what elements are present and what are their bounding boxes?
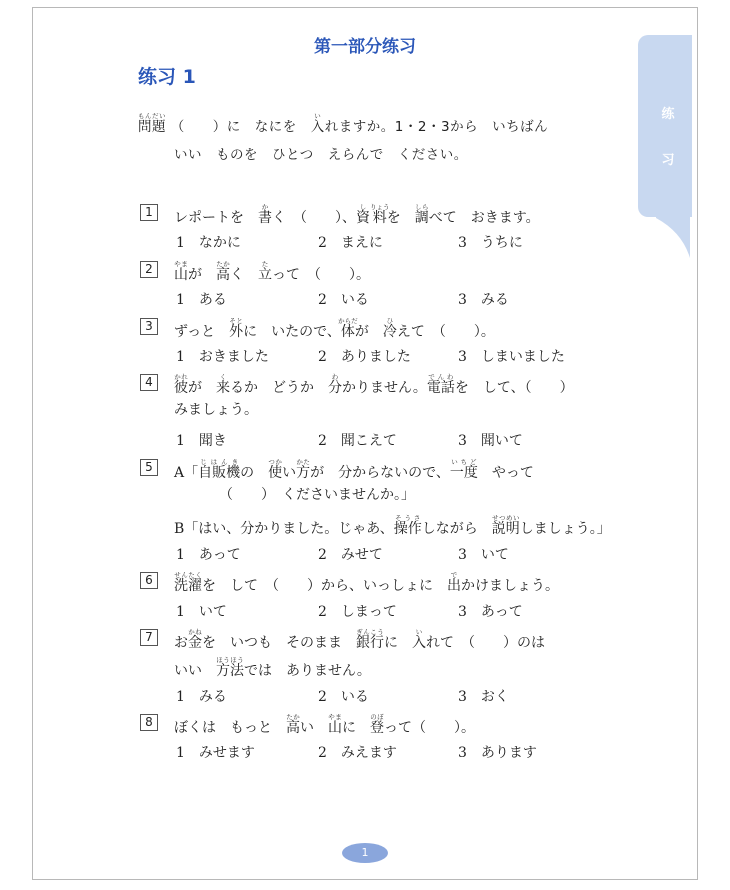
question-text: い: [282, 465, 297, 481]
answer-option[interactable]: 2 いる: [318, 689, 369, 705]
question-text: かけましょう。: [461, 578, 559, 594]
question-number-box: 1: [140, 204, 158, 221]
furigana-word: 山やま: [328, 713, 342, 736]
furigana-word: 登のぼ: [370, 713, 384, 736]
question-text-line: [174, 571, 559, 595]
answer-option[interactable]: 1 聞き: [176, 433, 227, 449]
question-text-line: [174, 514, 611, 538]
question-text: では ありません。: [244, 663, 371, 679]
question-text: の: [240, 465, 269, 481]
furigana-word: 操作そうさ: [393, 514, 422, 537]
question-text-line: [174, 260, 370, 284]
furigana-word: 説明せつめい: [491, 514, 520, 537]
answer-option[interactable]: 1 おきました: [176, 349, 269, 365]
answer-option[interactable]: 3 いて: [458, 547, 509, 563]
question-text: を いつも そのまま: [202, 635, 356, 651]
exercise-title: 练习 1: [138, 66, 196, 88]
question-text: A「: [174, 465, 199, 481]
question-number-box: 6: [140, 572, 158, 589]
question-number-box: 5: [140, 459, 158, 476]
part-title: 第一部分练习: [314, 37, 416, 57]
page-number: 1: [342, 843, 388, 863]
question-number-box: 8: [140, 714, 158, 731]
furigana-word: 方法ほうほう: [216, 656, 244, 679]
question-text: く: [230, 267, 258, 283]
question-text: ぼくは もっと: [174, 720, 286, 736]
side-tab-char-1: 练: [661, 107, 675, 122]
question-text: が: [188, 380, 216, 396]
question-text-line: [174, 401, 258, 419]
furigana-word: 金かね: [188, 628, 202, 651]
question-text: く （ ）、: [272, 210, 356, 226]
furigana-word: 方かた: [296, 458, 311, 481]
question-text-line: [174, 203, 540, 227]
question-text-line: [174, 458, 534, 482]
question-text-line: [174, 628, 545, 652]
furigana-word: 自販機じはんき: [198, 458, 241, 481]
question-text-line: [212, 486, 415, 504]
answer-option[interactable]: 2 聞こえて: [318, 433, 397, 449]
question-text: しましょう。」: [519, 521, 611, 537]
question-text-line: [174, 373, 574, 397]
answer-option[interactable]: 2 ありました: [318, 349, 411, 365]
question-text: に: [342, 720, 370, 736]
side-tab-label: [660, 92, 676, 184]
question-text: を して、（ ）: [454, 380, 574, 396]
question-text: いい: [174, 663, 216, 679]
furigana-word: 来く: [216, 373, 230, 396]
answer-option[interactable]: 3 あります: [458, 745, 537, 761]
question-text: が: [354, 324, 383, 340]
question-text: みましょう。: [174, 402, 258, 418]
question-number-box: 4: [140, 374, 158, 391]
furigana-word: 電話でんわ: [426, 373, 455, 396]
answer-option[interactable]: 1 みる: [176, 689, 227, 705]
question-text: を: [386, 210, 415, 226]
furigana-word: 資し: [356, 203, 370, 226]
answer-option[interactable]: 3 おく: [458, 689, 509, 705]
furigana-word: 立た: [258, 260, 272, 283]
furigana-word: 調しら: [414, 203, 429, 226]
furigana-word: 入い: [412, 628, 426, 651]
question-text: かりません。: [342, 380, 427, 396]
furigana-word: 外そと: [229, 317, 244, 340]
question-number-box: 7: [140, 629, 158, 646]
furigana-word: 使つか: [268, 458, 283, 481]
side-tab-curl: [656, 210, 690, 260]
question-text: えて （ ）。: [396, 324, 495, 340]
problem-word: 問題もんだい: [138, 112, 166, 135]
answer-option[interactable]: 2 みせて: [318, 547, 383, 563]
answer-option[interactable]: 3 しまいました: [458, 349, 565, 365]
question-text: しながら: [421, 521, 492, 537]
question-text: を して （ ）から、いっしょに: [202, 578, 447, 594]
question-text: が: [188, 267, 216, 283]
answer-option[interactable]: 1 ある: [176, 292, 227, 308]
answer-option[interactable]: 1 なかに: [176, 235, 241, 251]
question-text: B「はい、分かりました。じゃあ、: [174, 521, 394, 537]
question-text: お: [174, 635, 188, 651]
question-number-box: 2: [140, 261, 158, 278]
instruction-line-1: [138, 112, 548, 136]
question-text: レポートを: [174, 210, 258, 226]
furigana-word: 出で: [447, 571, 461, 594]
question-text: に いたので、: [243, 324, 341, 340]
furigana-word: 料りょう: [370, 203, 390, 226]
question-text-line: [174, 317, 495, 341]
question-text: って （ ）。: [272, 267, 370, 283]
answer-option[interactable]: 1 あって: [176, 547, 241, 563]
question-number-box: 3: [140, 318, 158, 335]
question-text-line: [174, 656, 371, 680]
furigana-word: 一度いちど: [449, 458, 478, 481]
question-text-line: [174, 713, 475, 737]
furigana-word: 山やま: [174, 260, 188, 283]
question-text: るか どうか: [230, 380, 328, 396]
question-text: やって: [477, 465, 534, 481]
furigana-word: 書か: [258, 203, 272, 226]
answer-option[interactable]: 2 しまって: [318, 604, 397, 620]
question-text: れて （ ）のは: [426, 635, 545, 651]
ireru-kanji: 入い: [310, 112, 325, 135]
furigana-word: 分わ: [328, 373, 342, 396]
answer-option[interactable]: 2 みえます: [318, 745, 397, 761]
question-text: に: [384, 635, 412, 651]
instruction-text: （ ）に なにを: [170, 119, 311, 135]
answer-option[interactable]: 2 まえに: [318, 235, 383, 251]
answer-option[interactable]: 3 うちに: [458, 235, 523, 251]
furigana-word: 高たか: [286, 713, 300, 736]
answer-option[interactable]: 2 いる: [318, 292, 369, 308]
side-tab-char-2: 习: [661, 153, 675, 168]
answer-option[interactable]: 1 いて: [176, 604, 227, 620]
question-text: って（ ）。: [384, 720, 475, 736]
question-text: べて おきます。: [428, 210, 540, 226]
answer-option[interactable]: 3 あって: [458, 604, 523, 620]
answer-option[interactable]: 3 みる: [458, 292, 509, 308]
instruction-text-end: れますか。1・2・3から いちばん: [324, 119, 549, 135]
question-text: ずっと: [174, 324, 230, 340]
answer-option[interactable]: 3 聞いて: [458, 433, 523, 449]
furigana-word: 銀行ぎんこう: [356, 628, 384, 651]
answer-option[interactable]: 1 みせます: [176, 745, 255, 761]
question-text: が 分からないので、: [310, 465, 450, 481]
furigana-word: 洗濯せんたく: [174, 571, 202, 594]
instruction-line-2: いい ものを ひとつ えらんで ください。: [174, 147, 468, 163]
question-text: （ ） くださいませんか。」: [212, 487, 415, 503]
question-text: い: [300, 720, 328, 736]
furigana-word: 高たか: [216, 260, 230, 283]
furigana-word: 体からだ: [338, 317, 358, 340]
furigana-word: 彼かれ: [174, 373, 188, 396]
furigana-word: 冷ひ: [382, 317, 397, 340]
